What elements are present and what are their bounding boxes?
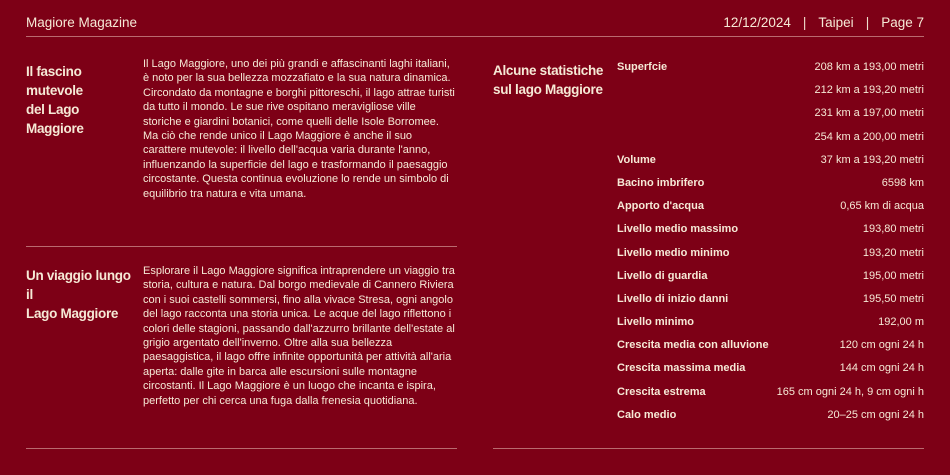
section-divider	[26, 246, 457, 247]
stat-label: Livello di inizio danni	[617, 292, 729, 305]
stat-row	[617, 384, 924, 400]
stat-label: Bacino imbrifero	[617, 176, 705, 189]
stat-label: Livello medio massimo	[617, 223, 739, 236]
stat-row	[617, 245, 924, 261]
stat-row	[617, 314, 924, 330]
page-header	[26, 10, 924, 34]
section-body: Esplorare il Lago Maggiore significa intraprendere un viaggio tra storia, cultura e natura. Dal borgo medievale di Cannero Riviera con i suoi castelli sommersi, fino alla vivace Stresa, ogni angolo del lago racconta una storia unica. Le acque del lago riflettono i colori delle stagioni, passando dall'azzurro brillante dell'estate al grigio argentato dell'inverno. Oltre alla sua bellezza paesaggistica, il lago offre infinite opportunità per attività all'aria aperta: dalle gite in barca alle escursioni sulle montagne circostanti. Il Lago Maggiore è un luogo che incanta e ispira, perfetto per chi cerca una fuga dalla frenesia quotidiana.	[143, 265, 455, 407]
stat-value: 193,20 metri	[862, 246, 924, 259]
stat-value: 192,00 m	[878, 316, 924, 329]
stat-row	[617, 221, 924, 237]
stats-divider	[493, 448, 924, 449]
section-heading-line: del Lago Maggiore	[26, 102, 84, 136]
stat-value: 193,80 metri	[862, 223, 924, 236]
magazine-name: Magiore Magazine	[26, 14, 138, 30]
section-heading-line: Un viaggio lungo il	[26, 268, 131, 302]
issue-city: Taipei	[818, 14, 854, 30]
stat-values	[840, 360, 924, 376]
stat-values	[815, 59, 924, 145]
article-section	[26, 57, 457, 245]
stat-row	[617, 268, 924, 284]
stat-row	[617, 337, 924, 353]
stat-row	[617, 291, 924, 307]
stat-values	[878, 314, 924, 330]
stat-value: 254 km a 200,00 metri	[814, 130, 924, 143]
stat-label: Livello medio minimo	[617, 246, 730, 259]
stats-heading-line: sul lago Maggiore	[493, 82, 603, 97]
stat-label: Crescita massima media	[617, 362, 746, 375]
section-divider	[26, 448, 457, 449]
stat-values	[863, 291, 924, 307]
header-meta	[723, 15, 924, 30]
stat-value: 20–25 cm ogni 24 h	[827, 408, 924, 421]
stat-label: Crescita media con alluvione	[617, 339, 769, 352]
stat-value: 120 cm ogni 24 h	[839, 339, 924, 352]
stat-values	[821, 152, 924, 168]
stat-row	[617, 175, 924, 191]
stat-value: 195,00 metri	[862, 269, 924, 282]
stats-heading	[493, 61, 608, 99]
section-heading	[26, 62, 138, 138]
article-section	[26, 264, 457, 448]
stat-label: Livello minimo	[617, 316, 695, 329]
page-number: Page 7	[881, 14, 924, 30]
stat-label: Livello di guardia	[617, 269, 708, 282]
stat-values	[777, 384, 924, 400]
stat-row	[617, 198, 924, 214]
stat-row	[617, 59, 924, 145]
stats-heading-line: Alcune statistiche	[493, 63, 604, 78]
stat-value: 231 km a 197,00 metri	[814, 107, 924, 120]
stats-table	[617, 59, 924, 430]
stat-values	[827, 407, 924, 423]
stat-values	[863, 221, 924, 237]
stat-value: 208 km a 193,00 metri	[814, 61, 924, 73]
stat-value: 165 cm ogni 24 h, 9 cm ogni h	[776, 385, 924, 398]
stat-value: 37 km a 193,20 metri	[820, 153, 924, 166]
stat-value: 0,65 km di acqua	[840, 200, 924, 213]
stat-values	[840, 198, 924, 214]
issue-date: 12/12/2024	[723, 14, 791, 30]
stat-value: 6598 km	[881, 176, 924, 189]
stat-values	[863, 268, 924, 284]
section-heading-line: Lago Maggiore	[26, 306, 119, 321]
stat-value: 212 km a 193,20 metri	[814, 84, 924, 97]
stat-label: Apporto d'acqua	[617, 200, 704, 213]
stat-values	[882, 175, 924, 191]
stat-row	[617, 407, 924, 423]
stat-label: Volume	[617, 153, 656, 166]
stat-values	[863, 245, 924, 261]
section-heading-line: Il fascino mutevole	[26, 64, 83, 98]
stat-label: Crescita estrema	[617, 385, 706, 398]
header-divider	[26, 36, 924, 37]
stat-label: Superfcie	[617, 61, 668, 73]
header-separator: |	[865, 14, 870, 30]
stat-label: Calo medio	[617, 408, 677, 421]
stat-row	[617, 152, 924, 168]
stat-value: 144 cm ogni 24 h	[839, 362, 924, 375]
stat-row	[617, 360, 924, 376]
header-separator: |	[802, 14, 807, 30]
stat-value: 195,50 metri	[862, 292, 924, 305]
stat-values	[840, 337, 924, 353]
section-body: Il Lago Maggiore, uno dei più grandi e affascinanti laghi italiani, è noto per la sua bellezza mozzafiato e la sua natura dinamica. Circondato da montagne e borghi pittoreschi, il lago attrae turisti da tutto il mondo. Le sue rive ospitano meravigliose ville storiche e giardini botanici, come quelli delle Isole Borromee. Ma ciò che rende unico il Lago Maggiore è anche il suo carattere mutevole: il livello dell'acqua varia durante l'anno, influenzando la superficie del lago e trasformando il paesaggio circostante. Questa continua evoluzione lo rende un simbolo di equilibrio tra natura e vita umana.	[143, 58, 455, 200]
section-heading	[26, 266, 138, 323]
